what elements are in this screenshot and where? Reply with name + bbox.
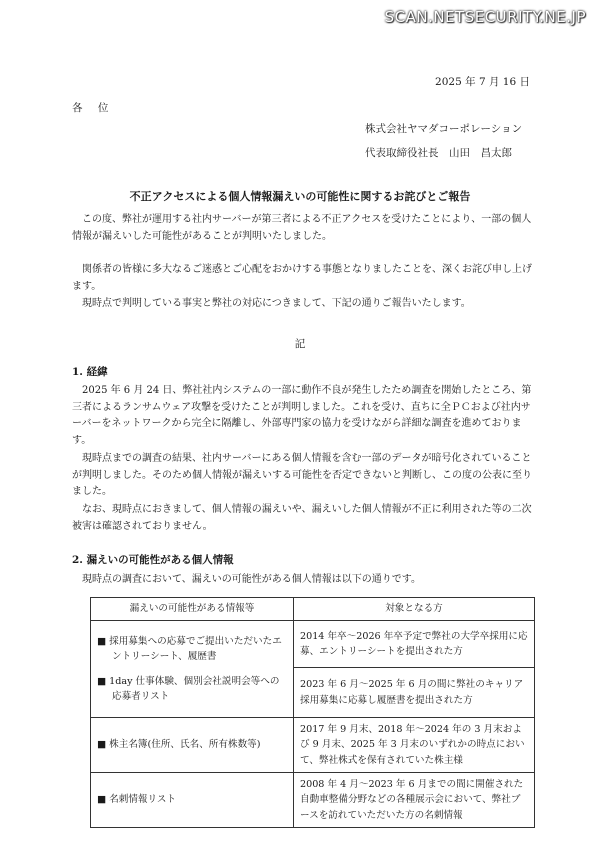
document-date: 2025 年 7 月 16 日: [435, 76, 530, 88]
section2-heading: 2. 漏えいの可能性がある個人情報: [72, 554, 234, 566]
section2-intro: 現時点の調査において、漏えいの可能性がある個人情報は以下の通りです。: [82, 574, 421, 585]
section1-paragraph-1: 2025 年 6 月 24 日、弊社社内システムの一部に動作不良が発生したため調査を開始したところ、第三者によるランサムウェア攻撃を受けたことが判明しました。これを受け、直ちに全ＰＣおよび社内サーバーをネットワークから完全に隔離し、外部専門家の協力を受けながら詳細な調査を進めております。: [72, 385, 532, 446]
table-header-info: 漏えいの可能性がある情報等: [91, 598, 294, 621]
company-name: 株式会社ヤマダコーポレーション: [365, 123, 523, 135]
table-row: [91, 718, 535, 773]
table-cell-target: 2023 年 6 月～2025 年 6 月の間に弊社のキャリア採用募集に応募し履歴書を提出された方: [294, 668, 535, 718]
table-cell-shareholder-item: ■ 株主名簿(住所、氏名、所有株数等): [91, 718, 294, 773]
watermark: SCAN.NETSECURITY.NE.JP: [384, 8, 586, 26]
intro-paragraph-2: 関係者の皆様に多大なるご迷惑とご心配をおかけする事態となりましたことを、深くお詫び申し上げます。: [72, 264, 532, 292]
table-cell-target: 2017 年 9 月末、2018 年～2024 年の 3 月末および 9 月末、2025 年 3 月末のいずれかの時点において、弊社株式を保有されていた株主様: [294, 718, 535, 773]
table-header-row: [91, 598, 535, 621]
table-cell-business-card-item: ■ 名刺情報リスト: [91, 773, 294, 828]
leak-info-table: [90, 597, 535, 828]
table-row: [91, 621, 535, 668]
addressee: 各 位: [72, 102, 115, 114]
table-row: [91, 773, 535, 828]
document-title: 不正アクセスによる個人情報漏えいの可能性に関するお詫びとご報告: [129, 190, 471, 203]
ki-marker: 記: [294, 338, 306, 350]
intro-paragraph-1: この度、弊社が運用する社内サーバーが第三者による不正アクセスを受けたことにより、一部の個人情報が漏えいした可能性があることが判明いたしました。: [72, 214, 532, 242]
section1-heading: 1. 経緯: [72, 366, 108, 378]
table-cell-target: 2014 年卒～2026 年卒予定で弊社の大学卒採用に応募、エントリーシートを提出された方: [294, 621, 535, 668]
representative-name: 代表取締役社長 山田 昌太郎: [365, 147, 512, 159]
table-header-target: 対象となる方: [294, 598, 535, 621]
list-item: ■ 1day 仕事体験、個別会社説明会等への応募者リスト: [97, 675, 280, 702]
list-item: ■ 採用募集への応募でご提出いただいたエントリーシート、履歴書: [97, 635, 282, 662]
intro-paragraph-3: 現時点で判明している事実と弊社の対応につきまして、下記の通りご報告いたします。: [82, 298, 471, 309]
table-cell-target: 2008 年 4 月～2023 年 6 月までの間に開催された自動車整備分野などの各種展示会において、弊社ブースを訪れていただいた方の名刺情報: [294, 773, 535, 828]
sender-block: [365, 117, 522, 165]
section1-paragraph-3: なお、現時点におきまして、個人情報の漏えいや、漏えいした個人情報が不正に利用された等の二次被害は確認されておりません。: [72, 504, 532, 532]
table-cell-recruitment-items: [91, 621, 294, 718]
section1-paragraph-2: 現時点までの調査の結果、社内サーバーにある個人情報を含む一部のデータが暗号化されていることが判明しました。そのため個人情報が漏えいする可能性を否定できないと判断し、この度の公表に至りました。: [72, 453, 532, 497]
